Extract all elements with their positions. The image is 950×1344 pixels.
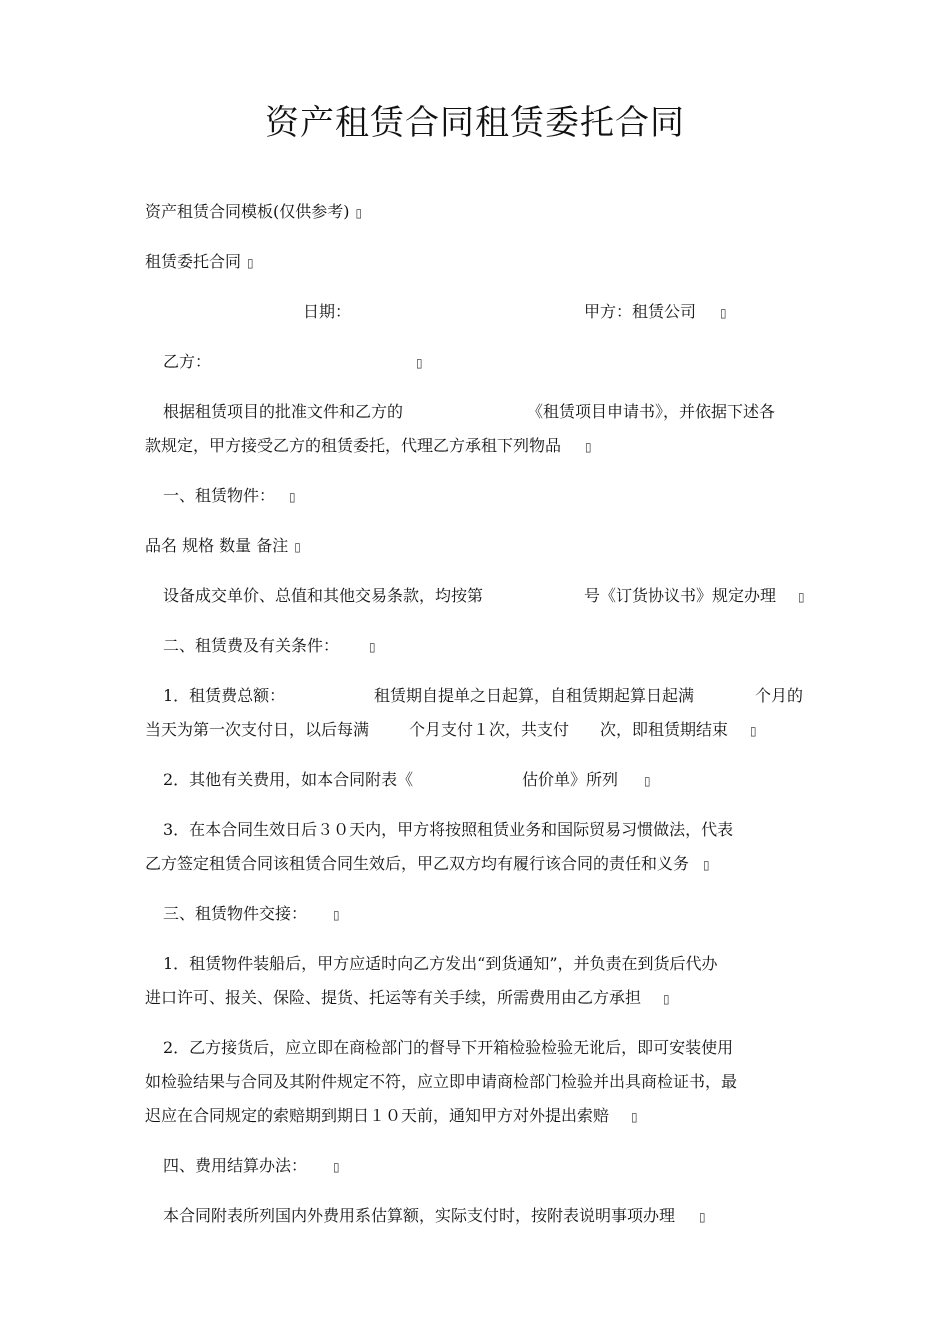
paragraph-3-part-b: 租赁期自提单之日起算，自租赁期起算日起满 — [374, 686, 695, 705]
paragraph-1-part-c — [145, 435, 592, 458]
paragraph-5-part-b — [145, 853, 710, 876]
text: 二、租赁费及有关条件： — [163, 636, 340, 655]
paragraph-6-part-b — [145, 987, 670, 1010]
text: 估价单》所列 — [522, 770, 619, 789]
paragraph-7-part-a: 2．乙方接货后，应立即在商检部门的督导下开箱检验检验无讹后，即可安装使用 — [163, 1038, 734, 1057]
section-3-heading — [163, 903, 340, 926]
paragraph-3-part-c: 个月的 — [755, 686, 804, 705]
text: 迟应在合同规定的索赔期到期日１０天前，通知甲方对外提出索赔 — [145, 1106, 610, 1125]
text: 四、费用结算办法： — [163, 1156, 308, 1175]
text: 进口许可、报关、保险、提货、托运等有关手续，所需费用由乙方承担 — [145, 988, 642, 1007]
paragraph-mark-icon: ▯ — [289, 490, 296, 504]
text: 资产租赁合同模板(仅供参考) — [145, 202, 350, 221]
item-columns-line — [145, 535, 301, 558]
paragraph-mark-icon: ▯ — [720, 306, 727, 320]
paragraph-mark-icon: ▯ — [247, 256, 254, 270]
paragraph-4-part-b — [522, 769, 651, 792]
paragraph-mark-icon: ▯ — [699, 1210, 706, 1224]
party-b-mark — [410, 351, 423, 374]
party-b-label: 乙方： — [163, 352, 212, 371]
paragraph-1-part-a: 根据租赁项目的批准文件和乙方的 — [163, 402, 404, 421]
paragraph-8 — [163, 1205, 706, 1228]
paragraph-mark-icon: ▯ — [355, 206, 363, 220]
paragraph-mark-icon: ▯ — [369, 640, 376, 654]
paragraph-3-part-e: 个月支付１次，共支付 — [409, 720, 570, 739]
paragraph-2-part-b — [584, 585, 805, 608]
section-2-heading — [163, 635, 376, 658]
text: 三、租赁物件交接： — [163, 904, 308, 923]
paragraph-mark-icon: ▯ — [750, 724, 757, 738]
paragraph-mark-icon: ▯ — [333, 908, 340, 922]
line-contract-name — [145, 251, 254, 274]
paragraph-3-part-a: 1．租赁费总额： — [163, 686, 286, 705]
paragraph-mark-icon: ▯ — [663, 992, 670, 1006]
text: 款规定，甲方接受乙方的租赁委托，代理乙方承租下列物品 — [145, 436, 562, 455]
text: 本合同附表所列国内外费用系估算额，实际支付时，按附表说明事项办理 — [163, 1206, 676, 1225]
text: 一、租赁物件： — [163, 486, 276, 505]
paragraph-2-part-a: 设备成交单价、总值和其他交易条款，均按第 — [163, 586, 484, 605]
section-4-heading — [163, 1155, 340, 1178]
text: 租赁委托合同 — [145, 252, 242, 271]
paragraph-5-part-a: 3．在本合同生效日后３０天内，甲方将按照租赁业务和国际贸易习惯做法，代表 — [163, 820, 734, 839]
paragraph-mark-icon: ▯ — [416, 356, 423, 370]
paragraph-mark-icon: ▯ — [798, 590, 805, 604]
paragraph-6-part-a: 1．租赁物件装船后，甲方应适时向乙方发出“到货通知”，并负责在到货后代办 — [163, 954, 718, 973]
paragraph-mark-icon: ▯ — [644, 774, 651, 788]
text: 甲方：租赁公司 — [584, 302, 697, 321]
paragraph-3-part-d: 当天为第一次支付日，以后每满 — [145, 720, 370, 739]
paragraph-1-part-b: 《租赁项目申请书》，并依据下述各 — [527, 402, 776, 421]
text: 乙方签定租赁合同该租赁合同生效后，甲乙双方均有履行该合同的责任和义务 — [145, 854, 690, 873]
date-label: 日期： — [303, 302, 352, 321]
section-1-heading — [163, 485, 296, 508]
paragraph-7-part-b: 如检验结果与合同及其附件规定不符，应立即申请商检部门检验并出具商检证书，最 — [145, 1072, 738, 1091]
text: 品名 规格 数量 备注 — [145, 536, 289, 555]
party-a-line — [584, 301, 727, 324]
paragraph-mark-icon: ▯ — [294, 540, 301, 554]
line-template-note — [145, 201, 362, 224]
paragraph-mark-icon: ▯ — [333, 1160, 340, 1174]
paragraph-3-part-f — [600, 719, 757, 742]
paragraph-mark-icon: ▯ — [631, 1110, 638, 1124]
paragraph-7-part-c — [145, 1105, 638, 1128]
paragraph-mark-icon: ▯ — [585, 440, 592, 454]
text: 次，即租赁期结束 — [600, 720, 729, 739]
paragraph-4-part-a: 2．其他有关费用，如本合同附表《 — [163, 770, 414, 789]
paragraph-mark-icon: ▯ — [703, 858, 710, 872]
document-title: 资产租赁合同租赁委托合同 — [265, 103, 685, 143]
text: 号《订货协议书》规定办理 — [584, 586, 777, 605]
